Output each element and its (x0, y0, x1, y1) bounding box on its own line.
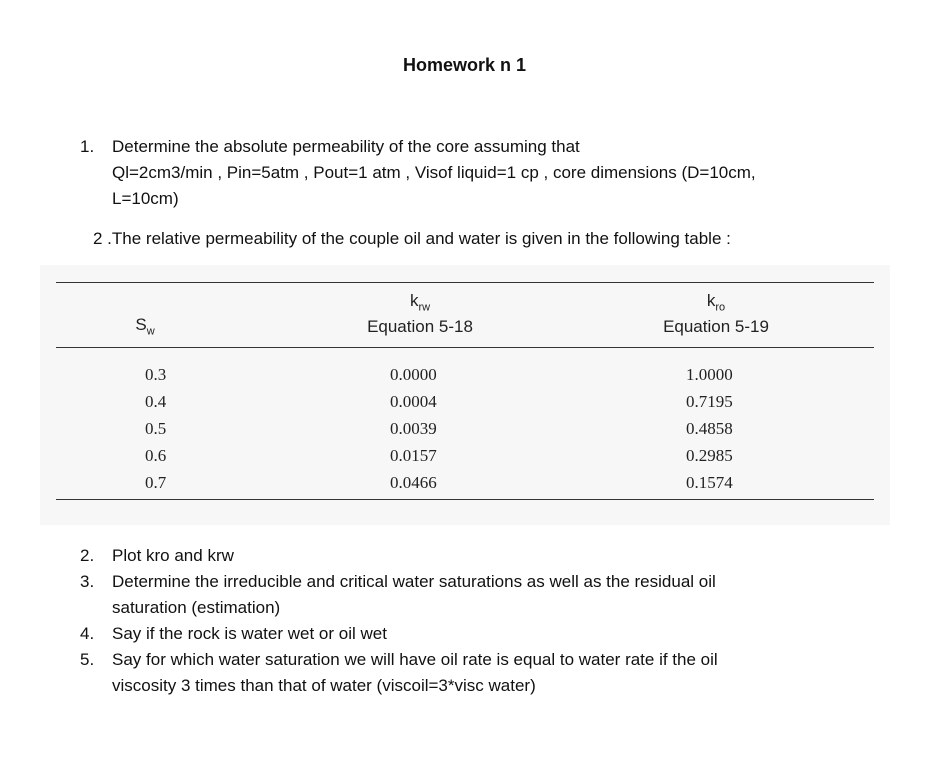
relative-permeability-table (40, 265, 890, 525)
task-5-line-2: viscosity 3 times than that of water (viscoil=3*visc water) (112, 676, 536, 695)
task-3-line-2: saturation (estimation) (112, 598, 281, 617)
question-1-line-3: L=10cm) (112, 189, 179, 208)
table-bottom-rule (56, 499, 874, 500)
task-5-number: 5. (80, 650, 95, 669)
table-header-rule (56, 347, 874, 348)
task-2-number: 2. (80, 546, 95, 565)
header-krw: $k_{rw}$ Equation 5-18 (340, 291, 500, 337)
cell-kro: 0.1574 (686, 473, 733, 492)
cell-sw: 0.6 (145, 446, 167, 465)
task-4-line-1: Say if the rock is water wet or oil wet (112, 624, 387, 643)
cell-sw: 0.4 (145, 392, 167, 411)
question-1-line-1: Determine the absolute permeability of the core assuming that (112, 137, 580, 156)
cell-sw: 0.3 (145, 365, 167, 384)
question-1-number: 1. (80, 137, 95, 156)
header-kro: $k_{ro}$ Equation 5-19 (636, 291, 796, 337)
cell-krw: 0.0466 (390, 473, 437, 492)
page-title: Homework n 1 (402, 55, 527, 75)
task-4-number: 4. (80, 624, 95, 643)
cell-kro: 0.2985 (686, 446, 733, 465)
question-1 (80, 134, 910, 214)
task-5-line-1: Say for which water saturation we will have oil rate is equal to water rate if the oil (112, 650, 718, 669)
cell-kro: 0.4858 (686, 419, 733, 438)
cell-kro: 0.7195 (686, 392, 733, 411)
cell-kro: 1.0000 (686, 365, 733, 384)
cell-sw: 0.5 (145, 419, 167, 438)
cell-krw: 0.0000 (390, 365, 437, 384)
question-2-intro: 2 .The relative permeability of the couple oil and water is given in the following table : (93, 229, 731, 248)
cell-krw: 0.0157 (390, 446, 437, 465)
task-2-line-1: Plot kro and krw (112, 546, 234, 565)
question-1-line-2: Ql=2cm3/min , Pin=5atm , Pout=1 atm , Visof liquid=1 cp , core dimensions (D=10cm, (112, 163, 756, 182)
cell-sw: 0.7 (145, 473, 167, 492)
task-3-line-1: Determine the irreducible and critical water saturations as well as the residual oil (112, 572, 716, 591)
task-3-number: 3. (80, 572, 95, 591)
header-kro-equation: Equation 5-19 (663, 317, 769, 337)
cell-krw: 0.0004 (390, 392, 437, 411)
header-krw-equation: Equation 5-18 (367, 317, 473, 337)
header-sw: $S_w$ (135, 315, 155, 338)
table-top-rule (56, 282, 874, 283)
cell-krw: 0.0039 (390, 419, 437, 438)
